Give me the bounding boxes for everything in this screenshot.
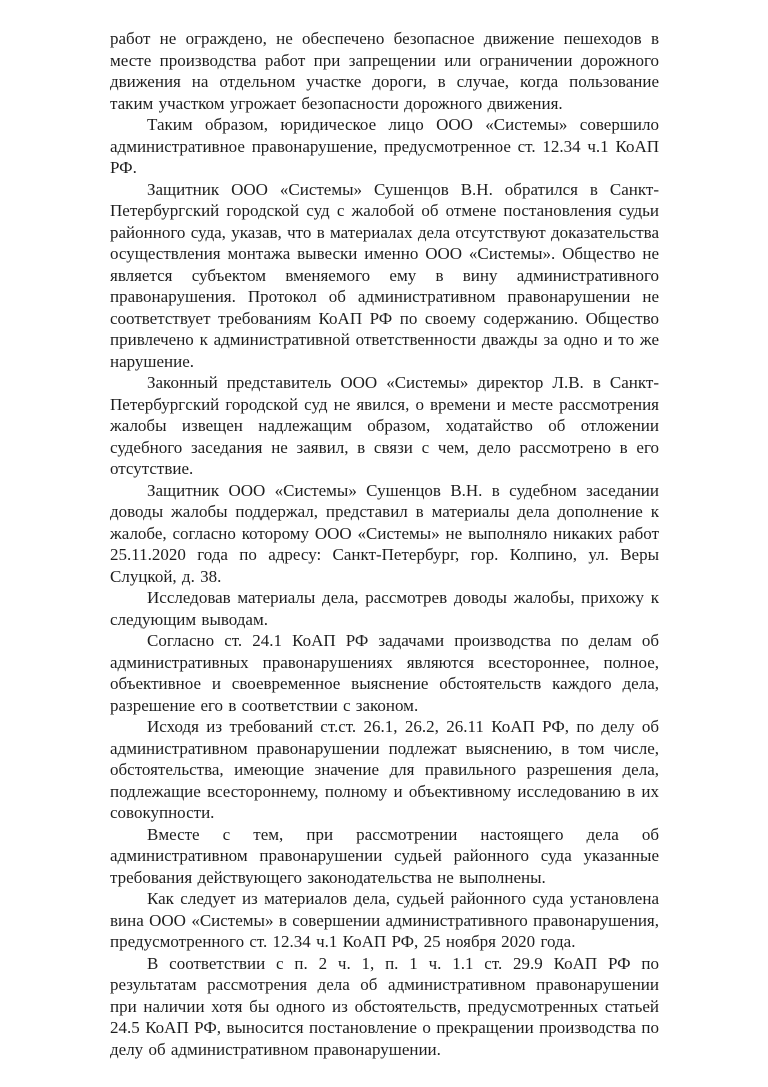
paragraph: Законный представитель ООО «Системы» директор Л.В. в Санкт-Петербургский городской суд не явился, о времени и месте рассмотрения жалобы извещен надлежащим образом, ходатайство об отложении судебного заседания не заявил, в связи с чем, дело рассмотрено в его отсутствие.: [110, 373, 659, 478]
document-body: [110, 28, 659, 1060]
paragraph: Согласно ст. 24.1 КоАП РФ задачами производства по делам об административных правонарушениях являются всестороннее, полное, объективное и своевременное выяснение обстоятельств каждого дела, разрешение его в соответствии с законом.: [110, 631, 659, 715]
paragraph: Исходя из требований ст.ст. 26.1, 26.2, 26.11 КоАП РФ, по делу об административном правонарушении подлежат выяснению, в том числе, обстоятельства, имеющие значение для правильного разрешения дела, подлежащие всестороннему, полному и объективному исследованию в их совокупности.: [110, 717, 659, 822]
paragraph: В соответствии с п. 2 ч. 1, п. 1 ч. 1.1 ст. 29.9 КоАП РФ по результатам рассмотрения дела об административном правонарушении при наличии хотя бы одного из обстоятельств, предусмотренных статьей 24.5 КоАП РФ, выносится постановление о прекращении производства по делу об административном правонарушении.: [110, 953, 659, 1059]
paragraph: Таким образом, юридическое лицо ООО «Системы» совершило административное правонарушение, предусмотренное ст. 12.34 ч.1 КоАП РФ.: [110, 115, 659, 177]
paragraph: работ не ограждено, не обеспечено безопасное движение пешеходов в месте производства работ при запрещении или ограничении дорожного движения на отдельном участке дороги, в случае, когда пользование таким участком угрожает безопасности дорожного движения.: [110, 29, 659, 113]
paragraph: Как следует из материалов дела, судьей районного суда установлена вина ООО «Системы» в совершении административного правонарушения, предусмотренного ст. 12.34 ч.1 КоАП РФ, 25 ноября 2020 года.: [110, 889, 659, 951]
paragraph: Защитник ООО «Системы» Сушенцов В.Н. обратился в Санкт-Петербургский городской суд с жалобой об отмене постановления судьи районного суда, указав, что в материалах дела отсутствуют доказательства осуществления монтажа вывески именно ООО «Системы». Общество не является субъектом вменяемого ему в вину административного правонарушения. Протокол об административном правонарушении не соответствует требованиям КоАП РФ по своему содержанию. Общество привлечено к административной ответственности дважды за одно и то же нарушение.: [110, 179, 659, 371]
paragraph: Защитник ООО «Системы» Сушенцов В.Н. в судебном заседании доводы жалобы поддержал, представил в материалы дела дополнение к жалобе, согласно которому ООО «Системы» не выполняло никаких работ 25.11.2020 года по адресу: Санкт-Петербург, гор. Колпино, ул. Веры Слуцкой, д. 38.: [110, 480, 659, 586]
paragraph: Вместе с тем, при рассмотрении настоящего дела об административном правонарушении судьей районного суда указанные требования действующего законодательства не выполнены.: [110, 824, 659, 887]
paragraph: Исследовав материалы дела, рассмотрев доводы жалобы, прихожу к следующим выводам.: [110, 588, 659, 629]
